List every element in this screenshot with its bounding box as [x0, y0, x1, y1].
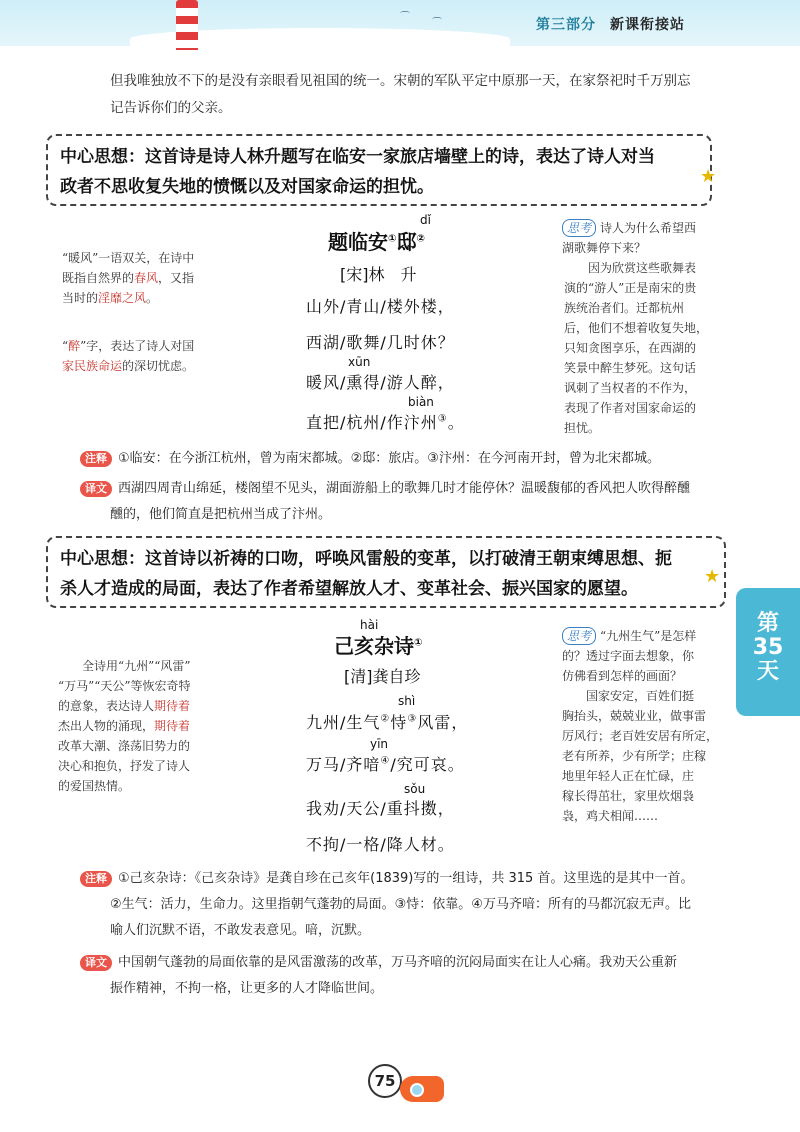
answer-line: 讽刺了当权者的不作为， — [564, 381, 697, 395]
poem-line: 山外/青山/楼外楼， — [306, 297, 455, 316]
think-tag: 思考 — [562, 219, 596, 237]
poem-title — [328, 226, 425, 255]
section-subtitle: 新课衔接站 — [610, 17, 685, 33]
note-tag: 注释 — [80, 451, 112, 467]
annotation-text: 当时的 — [62, 291, 99, 305]
header-label — [536, 14, 685, 34]
central-idea-line: 中心思想：这首诗是诗人林升题写在临安一家旅店墙壁上的诗，表达了诗人对当 — [60, 147, 655, 167]
central-idea-box — [46, 536, 726, 608]
annotation-line — [62, 288, 242, 308]
poem-line — [306, 752, 465, 775]
bird-icon: ⌒ — [400, 12, 410, 23]
answer-line: 演的“游人”正是南宋的贵 — [564, 281, 697, 295]
answer-line: 担忧。 — [564, 421, 601, 435]
answer-line: 表现了作者对国家命运的 — [564, 401, 697, 415]
translation-2 — [80, 950, 740, 1002]
day-tab-text: 第 — [756, 611, 779, 636]
annotation-text: 。 — [146, 291, 159, 305]
day-tab-number: 35 — [752, 635, 784, 660]
side-annotation-3 — [58, 656, 244, 796]
annotation-note-2 — [80, 866, 740, 944]
think-answer — [562, 258, 752, 438]
poem-title-text: 题临安 — [328, 230, 388, 254]
poem-title-text: 己亥杂诗 — [334, 634, 414, 658]
annotation-highlight: 期待着 — [154, 719, 191, 733]
question-text: 诗人为什么希望西 — [600, 221, 697, 235]
submarine-icon — [400, 1076, 444, 1102]
annotation-text: 杰出人物的涌现， — [58, 719, 155, 733]
translation-tag: 译文 — [80, 955, 112, 971]
central-idea-box — [46, 134, 712, 206]
note-text: ①临安：在今浙江杭州，曾为南宋都城。②邸：旅店。③汴州：在今河南开封，曾为北宋都城。 — [118, 451, 660, 466]
poem-author: [宋]林 升 — [340, 265, 417, 284]
day-tab-text: 天 — [756, 659, 779, 684]
annotation-line — [62, 336, 242, 356]
pinyin: sǒu — [404, 782, 426, 796]
page-header — [0, 0, 800, 46]
pinyin: hài — [360, 618, 379, 632]
note-tag: 注释 — [80, 871, 112, 887]
note-text: 喻人们沉默不语，不敢发表意见。喑，沉默。 — [110, 923, 371, 938]
annotation-line — [58, 716, 244, 736]
annotation-note-1 — [80, 446, 740, 472]
answer-line: 族统治者们。迁都杭州 — [564, 301, 685, 315]
think-tag: 思考 — [562, 627, 596, 645]
poem-line — [306, 410, 465, 433]
answer-line: 国家安定，百姓们挺 — [586, 689, 695, 703]
day-tab — [736, 588, 800, 716]
question-text: 仿佛看到怎样的画面？ — [562, 669, 683, 683]
think-box-2 — [562, 626, 734, 826]
think-question — [562, 218, 752, 238]
annotation-line: “暖风”一语双关，在诗中 — [62, 251, 195, 265]
answer-line: 因为欣赏这些歌舞表 — [588, 261, 697, 275]
translation-text: 西湖四周青山绵延，楼阁望不见头，湖面游船上的歌舞几时才能停休？温暖馥郁的香风把人吹得醉醺 — [118, 481, 691, 496]
translation-text: 醺的，他们简直是把杭州当成了汴州。 — [110, 507, 332, 522]
poem-line-text: /究可哀。 — [390, 755, 465, 774]
intro-line: 但我唯独放不下的是没有亲眼看见祖国的统一。宋朝的军队平定中原那一天，在家祭祀时千万别忘 — [110, 73, 691, 89]
annotation-text: 的深切忧虑。 — [122, 359, 195, 373]
pinyin: dǐ — [420, 213, 431, 227]
answer-line: 笑景中醉生梦死。这句话 — [564, 361, 697, 375]
annotation-text: ，又指 — [158, 271, 195, 285]
annotation-text: 既指自然界的 — [62, 271, 135, 285]
annotation-text: “ — [62, 339, 69, 353]
translation-text: 振作精神，不拘一格，让更多的人才降临世间。 — [110, 981, 384, 996]
question-text: 湖歌舞停下来？ — [562, 241, 647, 255]
annotation-highlight: 春风 — [134, 271, 159, 285]
intro-line: 记告诉你们的父亲。 — [110, 100, 232, 116]
question-text: 的？透过字面去想象，你 — [562, 649, 695, 663]
note-text: ②生气：活力，生命力。这里指朝气蓬勃的局面。③恃：依靠。④万马齐喑：所有的马都沉寂无声。比 — [110, 897, 691, 912]
page-number: 75 — [368, 1064, 402, 1098]
footnote-mark: ① — [388, 233, 397, 245]
poem-line-text: 九州/生气 — [306, 713, 381, 732]
poem-title — [334, 630, 422, 659]
footnote-mark: ② — [416, 233, 425, 245]
pinyin: shì — [398, 694, 416, 708]
think-question — [562, 626, 734, 646]
answer-line: 袅，鸡犬相闻…… — [562, 809, 659, 823]
annotation-line: “万马”“天公”等恢宏奇特 — [58, 679, 191, 693]
lighthouse-icon — [176, 0, 198, 50]
note-text: ①己亥杂诗：《己亥杂诗》是龚自珍在己亥年(1839)写的一组诗，共 315 首。这里选的是其中一首。 — [118, 871, 694, 886]
answer-line: 稼长得茁壮，家里炊烟袅 — [562, 789, 695, 803]
poem-line: 西湖/歌舞/几时休？ — [306, 333, 455, 352]
answer-line: 厉风行；老百姓安居有所定， — [562, 729, 719, 743]
star-icon: ★ — [704, 566, 721, 587]
annotation-text: ”字，表达了诗人对国 — [80, 339, 195, 353]
poem-line — [306, 710, 468, 733]
annotation-line: 决心和抱负，抒发了诗人 — [58, 759, 191, 773]
annotation-line — [62, 356, 242, 376]
translation-tag: 译文 — [80, 481, 112, 497]
annotation-line — [62, 268, 242, 288]
poem-title-char: 邸 — [396, 230, 417, 254]
pinyin: yīn — [370, 737, 389, 751]
annotation-line — [58, 696, 244, 716]
question-text: “九州生气”是怎样 — [600, 629, 697, 643]
star-icon: ★ — [700, 166, 717, 187]
annotation-highlight: 期待着 — [154, 699, 191, 713]
answer-line: 胸抬头，兢兢业业，做事雷 — [562, 709, 707, 723]
poem-line-text: 风雷， — [417, 713, 469, 732]
poem-line: 暖风/熏得/游人醉， — [306, 373, 455, 392]
translation-line — [80, 476, 740, 502]
punctuation: 。 — [447, 413, 465, 432]
footnote-mark: ① — [414, 637, 423, 649]
poem-line-text: 直把/杭州/作汴州 — [306, 413, 438, 432]
annotation-text: 的意象，表达诗人 — [58, 699, 155, 713]
bird-icon: ⌒ — [432, 18, 442, 29]
pinyin: biàn — [408, 395, 434, 409]
annotation-highlight: 淫靡之风 — [98, 291, 147, 305]
footnote-mark: ② — [380, 713, 391, 725]
answer-line: 老有所养，少有所学；庄稼 — [562, 749, 707, 763]
answer-line: 地里年轻人正在忙碌，庄 — [562, 769, 695, 783]
central-idea-line: 中心思想：这首诗以祈祷的口吻，呼唤风雷般的变革，以打破清王朝束缚思想、扼 — [60, 549, 672, 569]
poem-line-text: 恃 — [390, 713, 408, 732]
translation-1 — [80, 476, 740, 528]
annotation-highlight: 醉 — [68, 339, 81, 353]
answer-line: 只知贪图享乐，在西湖的 — [564, 341, 697, 355]
poem-author: [清]龚自珍 — [344, 667, 421, 686]
central-idea-line: 政者不思收复失地的愤慨以及对国家命运的担忧。 — [60, 177, 434, 197]
annotation-line: 改革大潮、涤荡旧势力的 — [58, 739, 191, 753]
footnote-mark: ④ — [380, 755, 391, 767]
translation-text: 中国朝气蓬勃的局面依靠的是风雷激荡的改革，万马齐喑的沉闷局面实在让人心痛。我劝天公重新 — [118, 955, 678, 970]
translation-line — [80, 950, 740, 976]
think-box-1 — [562, 218, 752, 438]
poem-line: 我劝/天公/重抖擞， — [306, 799, 455, 818]
answer-line: 后，他们不想着收复失地， — [564, 321, 709, 335]
footnote-mark: ③ — [437, 413, 448, 425]
central-idea-line: 杀人才造成的局面，表达了作者希望解放人才、变革社会、振兴国家的愿望。 — [60, 579, 638, 599]
side-annotation-2 — [62, 336, 242, 376]
poem-line: 不拘/一格/降人材。 — [306, 835, 455, 854]
footnote-mark: ③ — [407, 713, 418, 725]
annotation-line: 全诗用“九州”“风雷” — [82, 659, 191, 673]
pinyin: xūn — [348, 355, 371, 369]
section-label: 第三部分 — [536, 17, 596, 33]
side-annotation-1 — [62, 248, 242, 308]
poem-line-text: 万马/齐喑 — [306, 755, 381, 774]
annotation-line: 的爱国热情。 — [58, 779, 131, 793]
note-line — [80, 866, 740, 892]
annotation-highlight: 家民族命运 — [62, 359, 123, 373]
